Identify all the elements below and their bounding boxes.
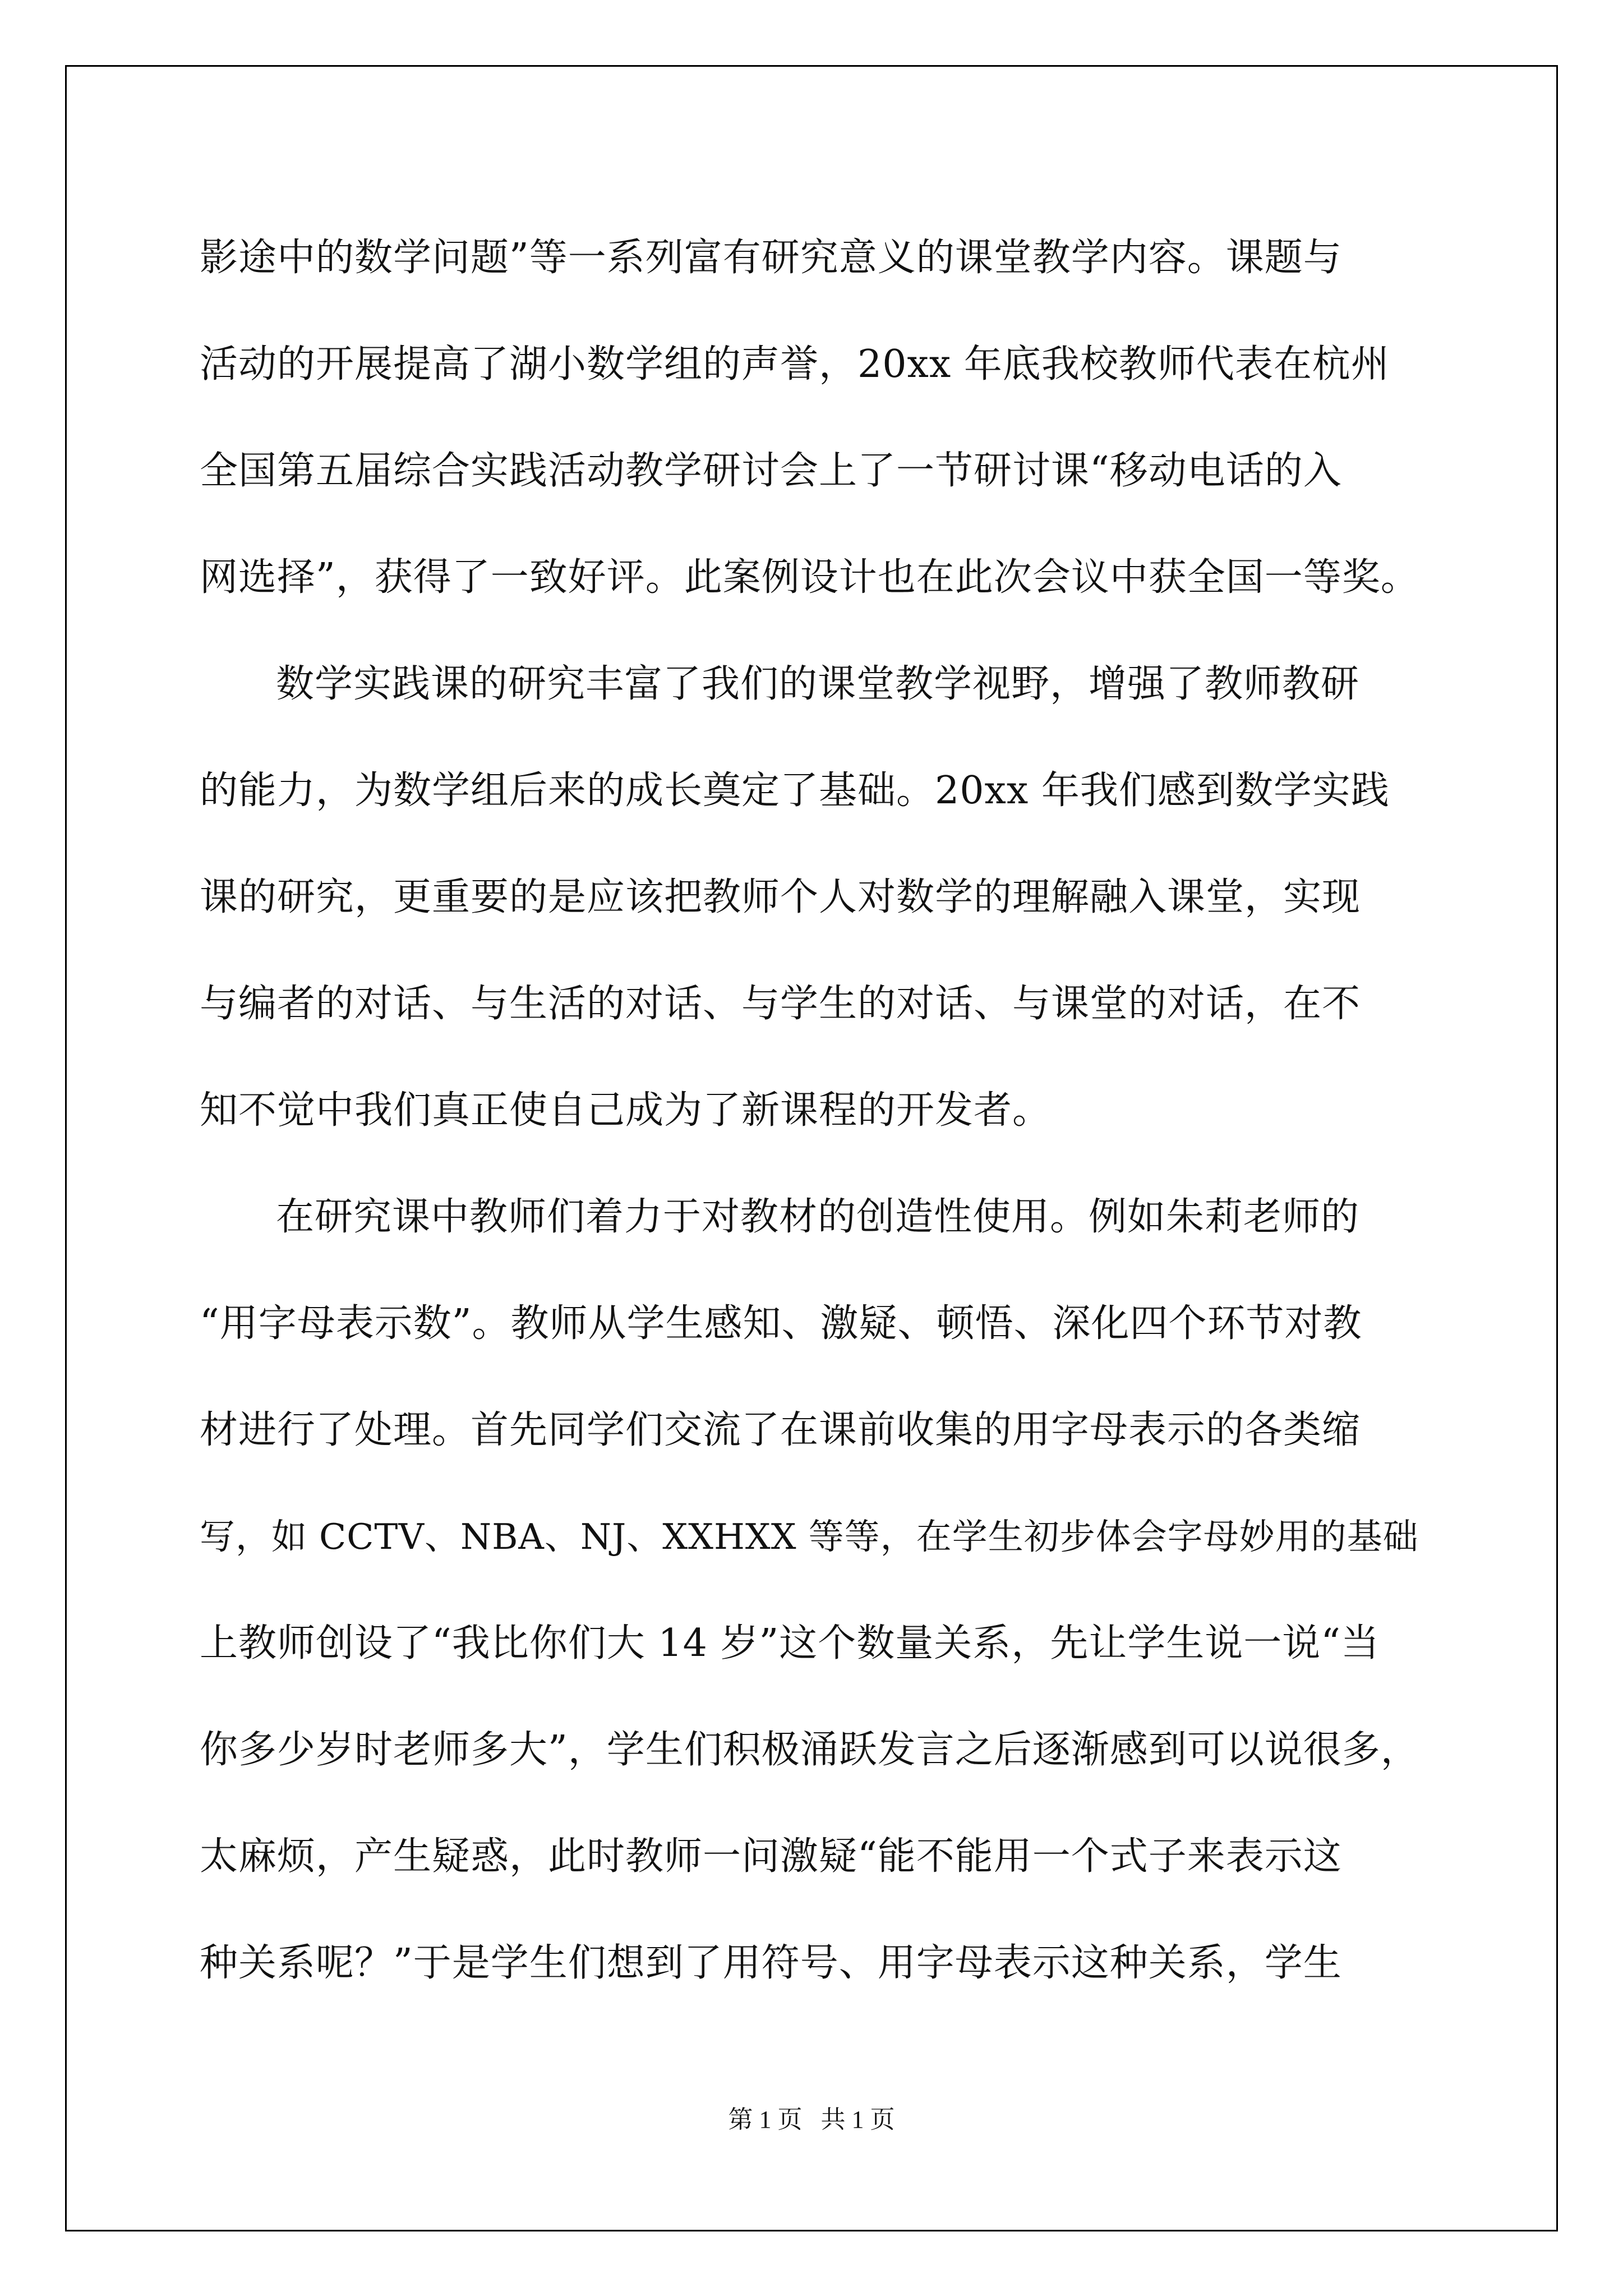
text-line: 上教师创设了“我比你们大 14 岁”这个数量关系，先让学生说一说“当 [200,1621,1380,1665]
text-line: 种关系呢？”于是学生们想到了用符号、用字母表示这种关系，学生 [200,1941,1342,1985]
text-line: 网选择”，获得了一致好评。此案例设计也在此次会议中获全国一等奖。 [200,555,1419,600]
paragraph-first-line: 数学实践课的研究丰富了我们的课堂教学视野，增强了教师教研 [276,662,1360,706]
text-line: 与编者的对话、与生活的对话、与学生的对话、与课堂的对话，在不 [200,982,1361,1026]
paragraph-first-line: 在研究课中教师们着力于对教材的创造性使用。例如朱莉老师的 [276,1195,1360,1239]
text-line: 知不觉中我们真正使自己成为了新课程的开发者。 [200,1088,1052,1133]
page-footer [0,2105,1623,2134]
text-line: 课的研究，更重要的是应该把教师个人对数学的理解融入课堂，实现 [200,875,1361,919]
text-line: 材进行了处理。首先同学们交流了在课前收集的用字母表示的各类缩 [200,1408,1361,1452]
text-line: 的能力，为数学组后来的成长奠定了基础。20xx 年我们感到数学实践 [200,769,1390,813]
text-line: 你多少岁时老师多大”，学生们积极涌跃发言之后逐渐感到可以说很多， [200,1728,1419,1772]
text-line: 影途中的数学问题”等一系列富有研究意义的课堂教学内容。课题与 [200,236,1342,280]
text-line: 全国第五届综合实践活动教学研讨会上了一节研讨课“移动电话的入 [200,449,1342,493]
text-line: “用字母表示数”。教师从学生感知、激疑、顿悟、深化四个环节对教 [200,1301,1362,1346]
text-line: 太麻烦，产生疑惑，此时教师一问激疑“能不能用一个式子来表示这 [200,1834,1342,1879]
page-number: 第 1 页 [728,2106,803,2133]
text-line: 活动的开展提高了湖小数学组的声誉，20xx 年底我校教师代表在杭州 [200,342,1390,386]
page-total: 共 1 页 [820,2106,895,2133]
text-line: 写，如 CCTV、NBA、NJ、XXHXX 等等，在学生初步体会字母妙用的基础 [200,1516,1419,1557]
document-body [200,205,1433,2017]
